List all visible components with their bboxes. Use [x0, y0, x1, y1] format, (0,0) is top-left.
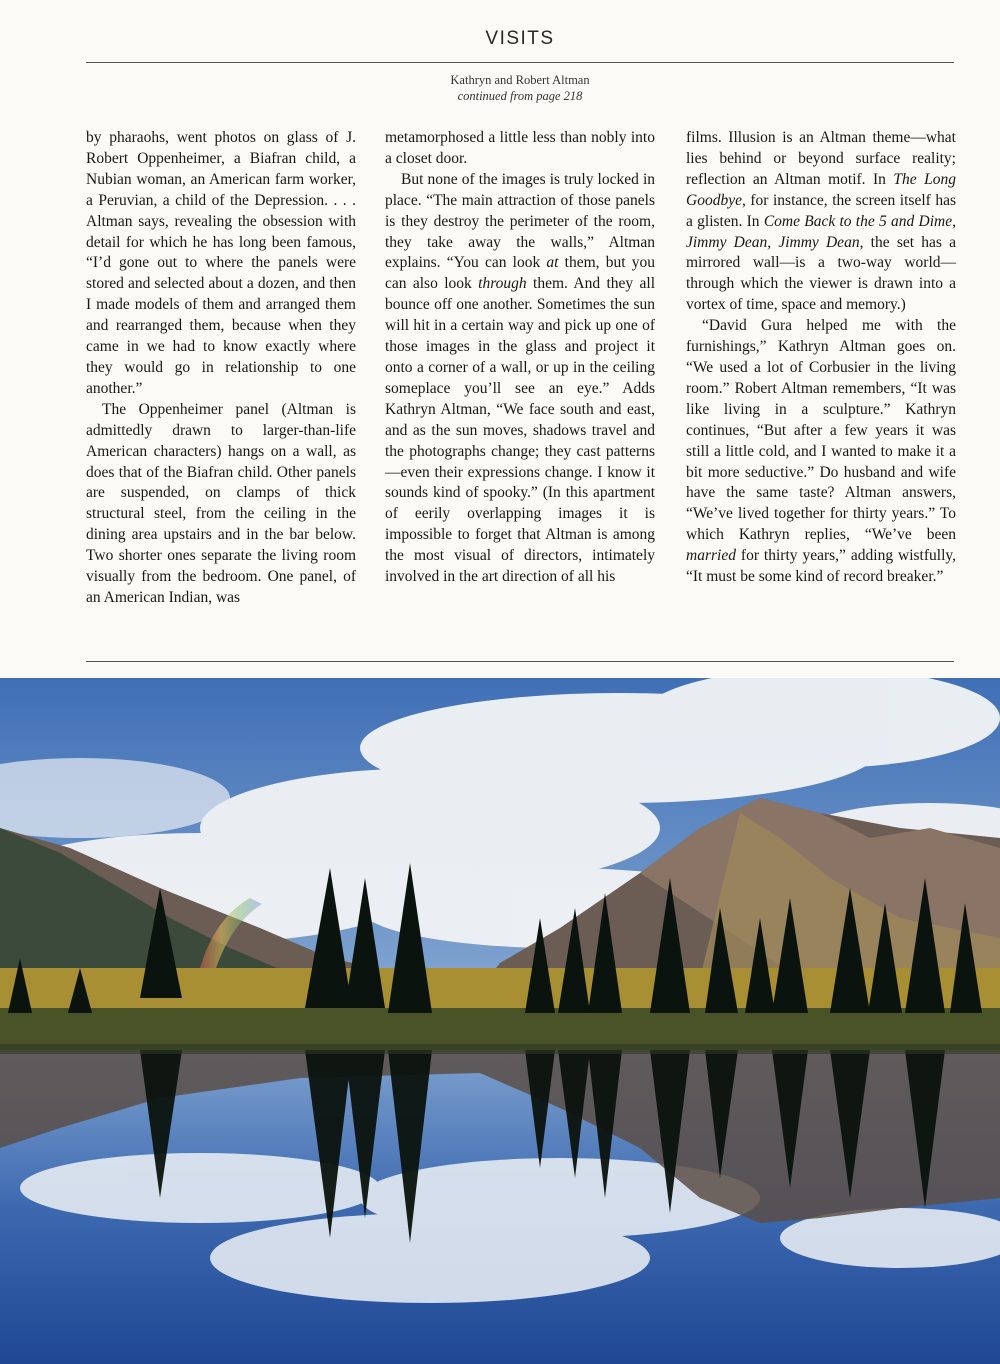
text-run: films. Illusion is an Altman theme—what lies behind or beyond surface reality; reflection an Altman motif. In [686, 129, 956, 188]
continued-note: continued from page 218 [457, 89, 583, 103]
article-paragraph [385, 128, 655, 170]
text-run: , for instance, the screen itself has a glisten. In [686, 191, 956, 230]
article-paragraph [86, 400, 356, 609]
section-header: VISITS [485, 28, 555, 49]
article-paragraph [686, 128, 956, 316]
text-run: metamorphosed a little less than nobly into a closet door. [385, 129, 655, 167]
text-column-1 [86, 128, 356, 609]
text-column-2 [385, 128, 655, 588]
italic-text: married [686, 547, 736, 565]
italic-text: The Long Goodbye [686, 170, 957, 209]
italic-text: through [478, 275, 527, 293]
lake-reflection-image [0, 678, 1000, 1364]
text-run: But none of the images is truly locked in place. “The main attraction of those panels is they destroy the perimeter of the room, they take away the walls,” Altman explains. “You can look [385, 170, 655, 272]
column-rule [86, 661, 954, 662]
italic-text: at [546, 254, 559, 272]
text-run: by pharaohs, went photos on glass of J. Robert Oppenheimer, a Biafran child, a Nubian woman, an American farm worker, a Peruvian, a child of the Depression. . . . Altman says, revealing the obsession with detail for which he has long been famous, “I’d gone out to where the panels were stored and selected about a dozen, and then I made models of them and arranged them and rearranged them, because when they came in we had to know exactly where they would go in relationship to one another.” [86, 129, 356, 397]
article-title: Kathryn and Robert Altman [450, 73, 590, 87]
text-run: “David Gura helped me with the furnishings,” Kathryn Altman goes on. “We used a lot of Corbusier in the living room.” Robert Altman remembers, “It was like living in a sculpture.” Kathryn continues, “But after a few years it was still a little cold, and I wanted to make it a bit more seductive.” Do husband and wife have the same taste? Altman answers, “We’ve lived together for thirty years.” To which Kathryn replies, “We’ve been [686, 317, 956, 544]
text-column-3 [686, 128, 956, 588]
article-paragraph [385, 170, 655, 588]
text-run: The Oppenheimer panel (Altman is admittedly drawn to larger-than-life American characters) hangs on a wall, as does that of the Biafran child. Other panels are suspended, on clamps of thick structural steel, from the ceiling in the dining area upstairs and in the bar below. Two shorter ones separate the living room visually from the bedroom. One panel, of an American Indian, was [86, 400, 356, 606]
article-paragraph [686, 316, 956, 588]
text-run: them. And they all bounce off one another. Sometimes the sun will hit in a certain way and pick up one of those images in the glass and project it onto a corner of a wall, or up in the ceiling someplace you’ll see an eye.” Adds Kathryn Altman, “We face south and east, and as the sun moves, shadows travel and the photographs change; they cast patterns—even their expressions change. I know it sounds kind of spooky.” (In this apartment of eerily overlapping images it is impossible to forget that Altman is among the most visual of directors, intimately involved in the art direction of all his [385, 275, 655, 586]
italic-text: Come Back to the 5 and Dime, Jimmy Dean, Jimmy Dean [686, 212, 956, 251]
text-run: , the set has a mirrored wall—is a two-way world—through which the viewer is drawn into a vortex of time, space and memory.) [686, 233, 956, 314]
header-rule [86, 62, 954, 63]
landscape-photo [0, 678, 1000, 1364]
text-run: for thirty years,” adding wistfully, “It must be some kind of record breaker.” [686, 547, 956, 586]
article-credit [0, 72, 1000, 104]
article-paragraph [86, 128, 356, 400]
text-run: them, but you can also look [385, 254, 655, 293]
